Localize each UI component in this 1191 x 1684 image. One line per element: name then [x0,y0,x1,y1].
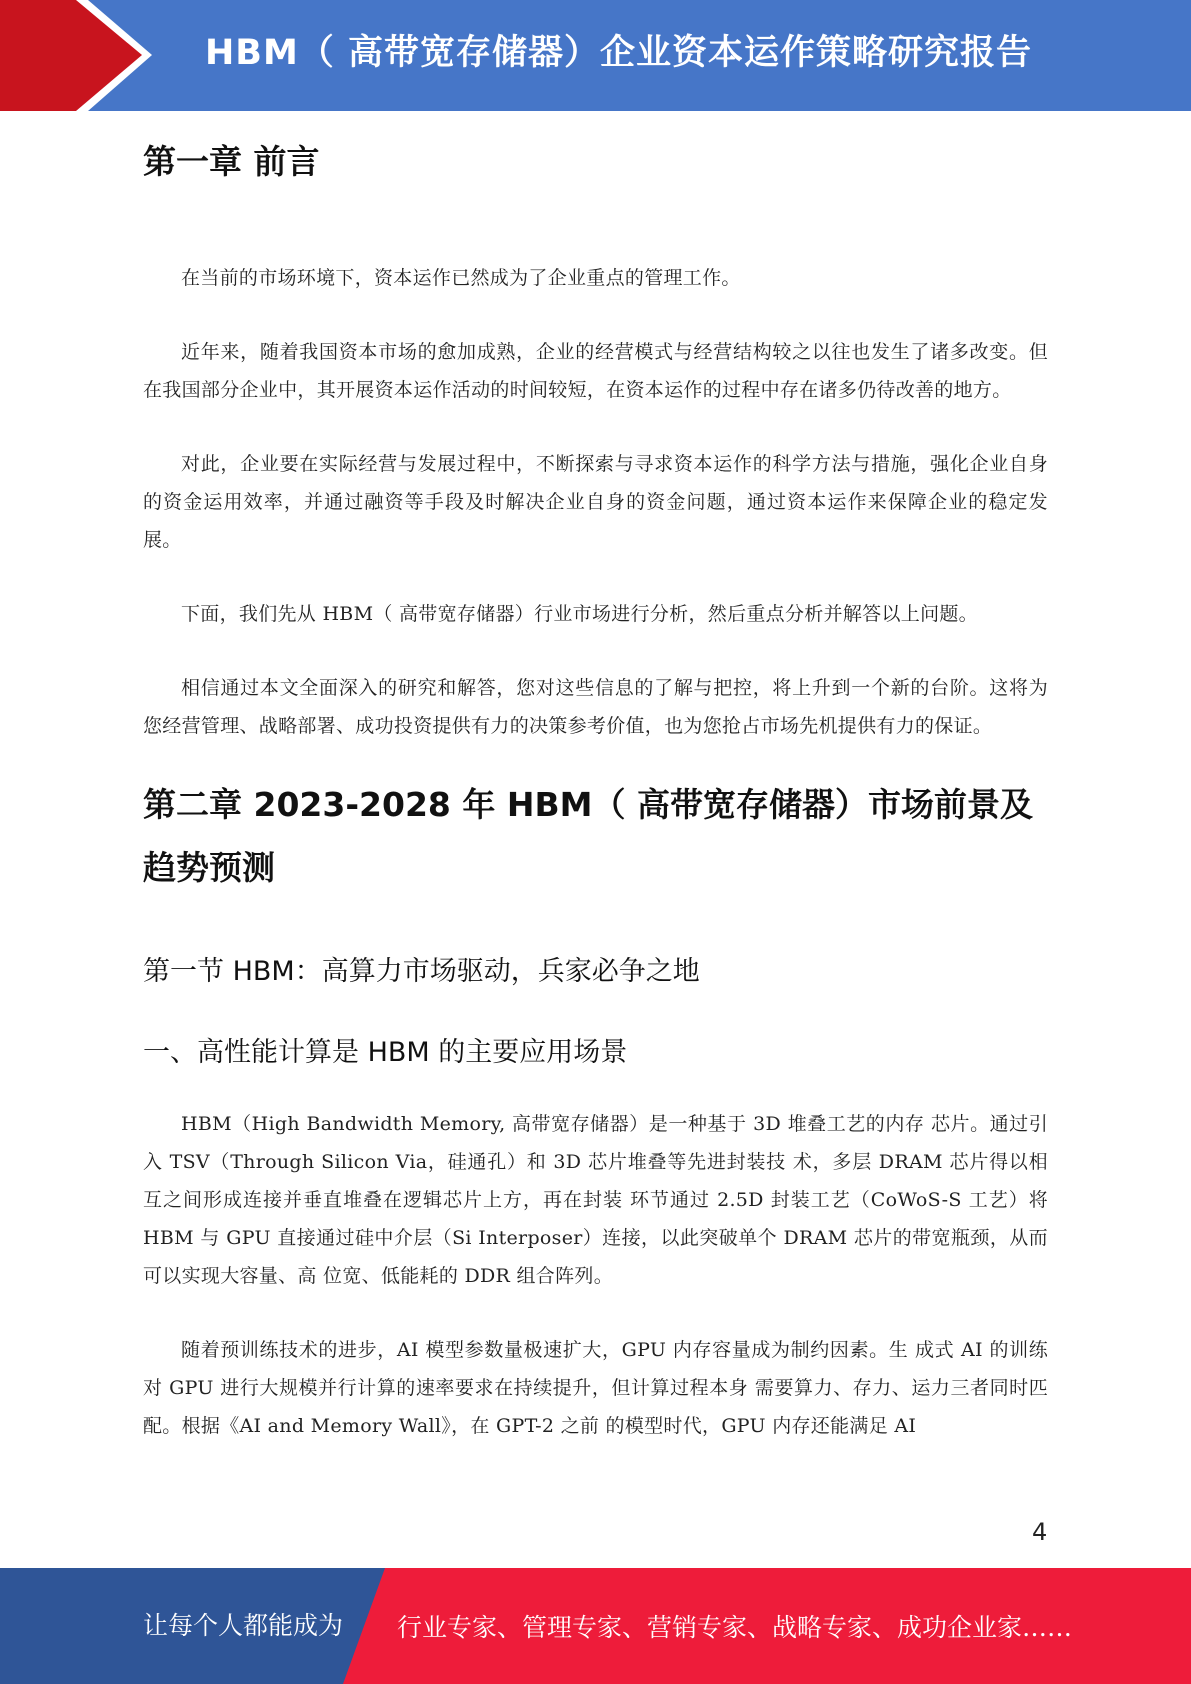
section-1-heading: 第一节 HBM：高算力市场驱动，兵家必争之地 [143,956,700,987]
paragraph: 随着预训练技术的进步，AI 模型参数量极速扩大，GPU 内存容量成为制约因素。生 成式 AI 的训练对 GPU 进行大规模并行计算的速率要求在持续提升，但计算过程本身 需要算力、存力、运力三者同时匹配。根据《AI and Memory Wall》，在 GPT-2 之前 的模型时代，GPU 内存还能满足 AI [143,1339,1048,1437]
page-footer [0,1568,1191,1684]
chapter-2-heading: 第二章 2023-2028 年 HBM（ 高带宽存储器）市场前景及趋势预测 [143,785,1033,887]
report-title: HBM（ 高带宽存储器）企业资本运作策略研究报告 [205,33,1032,73]
paragraph: 近年来，随着我国资本市场的愈加成熟，企业的经营模式与经营结构较之以往也发生了诸多改变。但在我国部分企业中，其开展资本运作活动的时间较短，在资本运作的过程中存在诸多仍待改善的地方。 [143,341,1048,401]
paragraph: 下面，我们先从 HBM（ 高带宽存储器）行业市场进行分析，然后重点分析并解答以上问题。 [181,603,978,625]
footer-slogan-right: 行业专家、管理专家、营销专家、战略专家、成功企业家…… [397,1613,1073,1642]
paragraph: 对此，企业要在实际经营与发展过程中，不断探索与寻求资本运作的科学方法与措施，强化企业自身的资金运用效率，并通过融资等手段及时解决企业自身的资金问题，通过资本运作来保障企业的稳定发展。 [143,453,1048,551]
chapter-1-heading: 第一章 前言 [143,142,320,181]
subsection-1-heading: 一、高性能计算是 HBM 的主要应用场景 [143,1037,628,1068]
page-number: 4 [1032,1518,1048,1546]
paragraph: 相信通过本文全面深入的研究和解答，您对这些信息的了解与把控，将上升到一个新的台阶。这将为您经营管理、战略部署、成功投资提供有力的决策参考价值，也为您抢占市场先机提供有力的保证。 [143,677,1048,737]
footer-slogan-left: 让每个人都能成为 [143,1611,344,1640]
paragraph: 在当前的市场环境下，资本运作已然成为了企业重点的管理工作。 [181,267,741,289]
page-header [0,0,1191,111]
page-content [143,130,1048,1445]
paragraph: HBM（High Bandwidth Memory, 高带宽存储器）是一种基于 3D 堆叠工艺的内存 芯片。通过引入 TSV（Through Silicon Via，硅通孔）和 3D 芯片堆叠等先进封装技 术，多层 DRAM 芯片得以相互之间形成连接并垂直堆叠在逻辑芯片上方，再在封装 环节通过 2.5D 封装工艺（CoWoS-S 工艺）将 HBM 与 GPU 直接通过硅中介层（Si Interposer）连接，以此突破单个 DRAM 芯片的带宽瓶颈，从而可以实现大容量、高 位宽、低能耗的 DDR 组合阵列。 [143,1113,1048,1287]
header-chevron-red [0,0,142,111]
